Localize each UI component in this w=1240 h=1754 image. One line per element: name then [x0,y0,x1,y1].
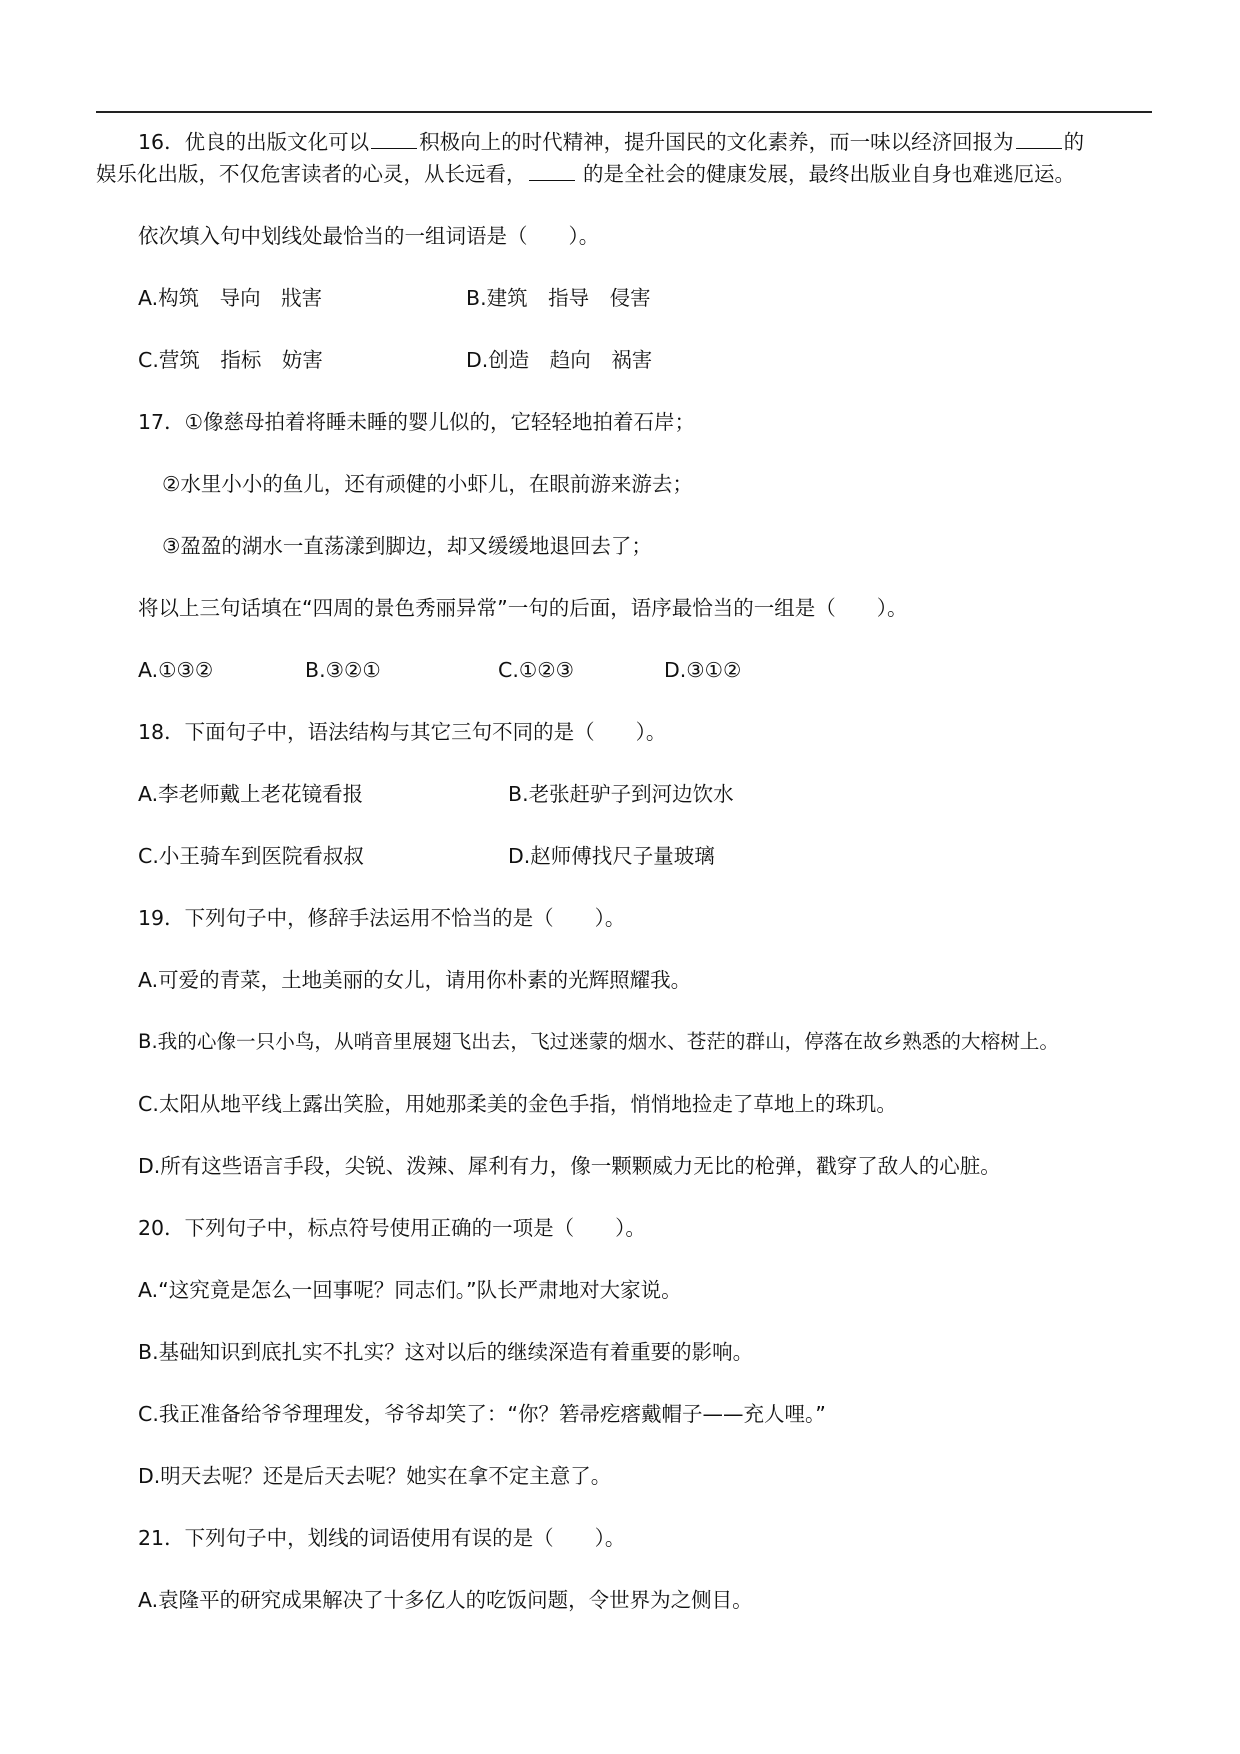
q17-option-c: C.①②③ [498,658,574,682]
q17-prompt: 将以上三句话填在“四周的景色秀丽异常”一句的后面，语序最恰当的一组是（ ）。 [138,596,908,620]
q16-stem-line1: 16．优良的出版文化可以 积极向上的时代精神，提升国民的文化素养，而一味以经济回报为 的 [138,130,1085,154]
q18-option-a: A.李老师戴上老花镜看报 [138,782,364,806]
q17-stem: 17．①像慈母拍着将睡未睡的婴儿似的，它轻轻地拍着石岸； [138,410,695,434]
q17-option-b: B.③②① [305,658,381,682]
q18-stem: 18．下面句子中，语法结构与其它三句不同的是（ ）。 [138,720,667,744]
q19-option-c: C.太阳从地平线上露出笑脸，用她那柔美的金色手指，悄悄地捡走了草地上的珠玑。 [138,1092,897,1116]
q18-option-d: D.赵师傅找尺子量玻璃 [508,844,715,868]
q19-option-a: A.可爱的青菜，土地美丽的女儿，请用你朴素的光辉照耀我。 [138,968,692,992]
q16-option-b: B.建筑 指导 侵害 [466,286,651,310]
q19-stem: 19．下列句子中，修辞手法运用不恰当的是（ ）。 [138,906,626,930]
q16-option-d: D.创造 趋向 祸害 [466,348,653,372]
q16-option-c: C.营筑 指标 妨害 [138,348,323,372]
q21-stem: 21．下列句子中，划线的词语使用有误的是（ ）。 [138,1526,626,1550]
q20-option-a: A.“这究竟是怎么一回事呢？同志们。”队长严肃地对大家说。 [138,1278,682,1302]
q17-option-d: D.③①② [664,658,742,682]
q19-option-d: D.所有这些语言手段，尖锐、泼辣、犀利有力，像一颗颗威力无比的枪弹，戳穿了敌人的心脏。 [138,1154,1001,1178]
q21-option-a: A.袁隆平的研究成果解决了十多亿人的吃饭问题，令世界为之侧目。 [138,1588,753,1612]
q17-option-a: A.①③② [138,658,214,682]
answer-blank [1016,130,1062,149]
q17-sentence-2: ②水里小小的鱼儿，还有顽健的小虾儿，在眼前游来游去； [162,472,693,496]
q20-option-b: B.基础知识到底扎实不扎实？这对以后的继续深造有着重要的影响。 [138,1340,754,1364]
q17-sentence-3: ③盈盈的湖水一直荡漾到脚边，却又缓缓地退回去了； [162,534,652,558]
q16-prompt: 依次填入句中划线处最恰当的一组词语是（ ）。 [138,224,600,248]
q20-option-c: C.我正准备给爷爷理理发，爷爷却笑了：“你？箬帚疙瘩戴帽子——充人哩。” [138,1402,826,1426]
q16-option-a: A.构筑 导向 戕害 [138,286,323,310]
answer-blank [529,162,575,181]
header-rule [96,111,1152,113]
q20-stem: 20．下列句子中，标点符号使用正确的一项是（ ）。 [138,1216,646,1240]
q19-option-b: B.我的心像一只小鸟，从哨音里展翅飞出去，飞过迷蒙的烟水、苍茫的群山，停落在故乡熟悉的大榕树上。 [138,1030,1059,1053]
q18-option-b: B.老张赶驴子到河边饮水 [508,782,734,806]
q20-option-d: D.明天去呢？还是后天去呢？她实在拿不定主意了。 [138,1464,612,1488]
answer-blank [371,130,417,149]
q16-stem-line2: 娱乐化出版，不仅危害读者的心灵，从长远看， 的是全社会的健康发展，最终出版业自身也难逃厄运。 [96,162,1076,186]
q18-option-c: C.小王骑车到医院看叔叔 [138,844,364,868]
